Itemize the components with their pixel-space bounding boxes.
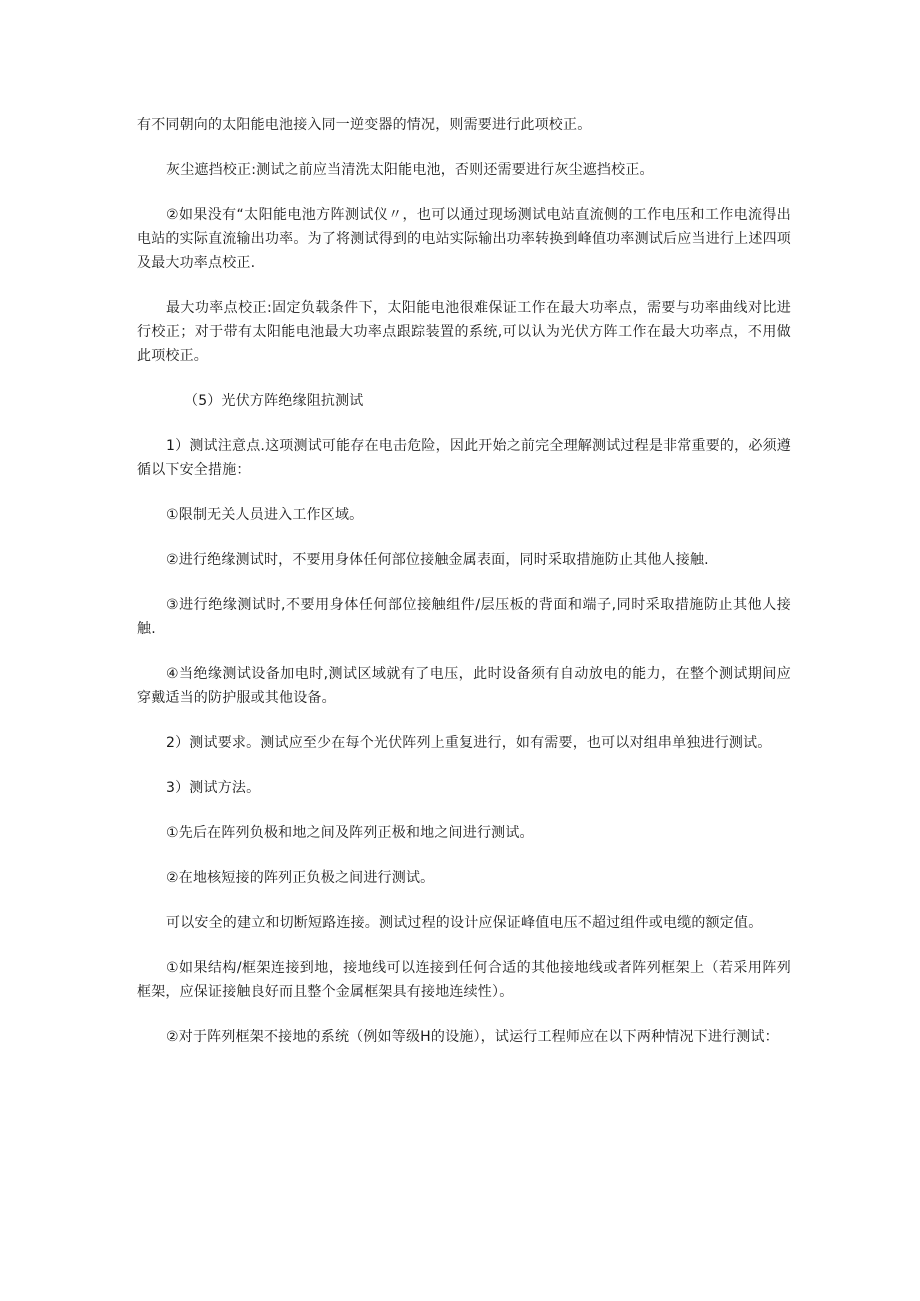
paragraph-2: 灰尘遮挡校正:测试之前应当清洗太阳能电池，否则还需要进行灰尘遮挡校正。 [166, 162, 654, 178]
paragraph-6: 1）测试注意点.这项测试可能存在电击危险，因此开始之前完全理解测试过程是非常重要的，必须遵循以下安全措施： [137, 438, 791, 478]
paragraph-15: 可以安全的建立和切断短路连接。测试过程的设计应保证峰值电压不超过组件或电缆的额定值。 [166, 915, 763, 931]
paragraph-13: ①先后在阵列负极和地之间及阵列正极和地之间进行测试。 [166, 825, 534, 841]
paragraph-17: ②对于阵列框架不接地的系统（例如等级H的设施），试运行工程师应在以下两种情况下进行测试： [166, 1029, 779, 1045]
paragraph-10: ④当绝缘测试设备加电时,测试区域就有了电压，此时设备须有自动放电的能力，在整个测试期间应穿戴适当的防护服或其他设备。 [137, 666, 791, 706]
paragraph-4: 最大功率点校正:固定负载条件下，太阳能电池很难保证工作在最大功率点，需要与功率曲线对比进行校正；对于带有太阳能电池最大功率点跟踪装置的系统,可以认为光伏方阵工作在最大功率点，不用做此项校正。 [137, 300, 791, 364]
paragraph-3: ②如果没有“太阳能电池方阵测试仪〃，也可以通过现场测试电站直流侧的工作电压和工作电流得出电站的实际直流输出功率。为了将测试得到的电站实际输出功率转换到峰值功率测试后应当进行上述四项及最大功率点校正. [137, 207, 791, 271]
paragraph-9: ③进行绝缘测试时,不要用身体任何部位接触组件/层压板的背面和端子,同时采取措施防止其他人接触. [137, 597, 791, 637]
paragraph-16: ①如果结构/框架连接到地，接地线可以连接到任何合适的其他接地线或者阵列框架上（若采用阵列框架，应保证接触良好而且整个金属框架具有接地连续性）。 [137, 960, 791, 1000]
section-heading: （5）光伏方阵绝缘阻抗测试 [184, 393, 364, 409]
document-body [137, 113, 791, 1070]
paragraph-7: ①限制无关人员进入工作区域。 [166, 507, 364, 523]
paragraph-11: 2）测试要求。测试应至少在每个光伏阵列上重复进行，如有需要，也可以对组串单独进行测试。 [166, 735, 772, 751]
paragraph-8: ②进行绝缘测试时，不要用身体任何部位接触金属表面，同时采取措施防止其他人接触. [166, 552, 709, 568]
paragraph-12: 3）测试方法。 [166, 780, 261, 796]
paragraph-1: 有不同朝向的太阳能电池接入同一逆变器的情况，则需要进行此项校正。 [137, 117, 592, 133]
paragraph-14: ②在地核短接的阵列正负极之间进行测试。 [166, 870, 435, 886]
